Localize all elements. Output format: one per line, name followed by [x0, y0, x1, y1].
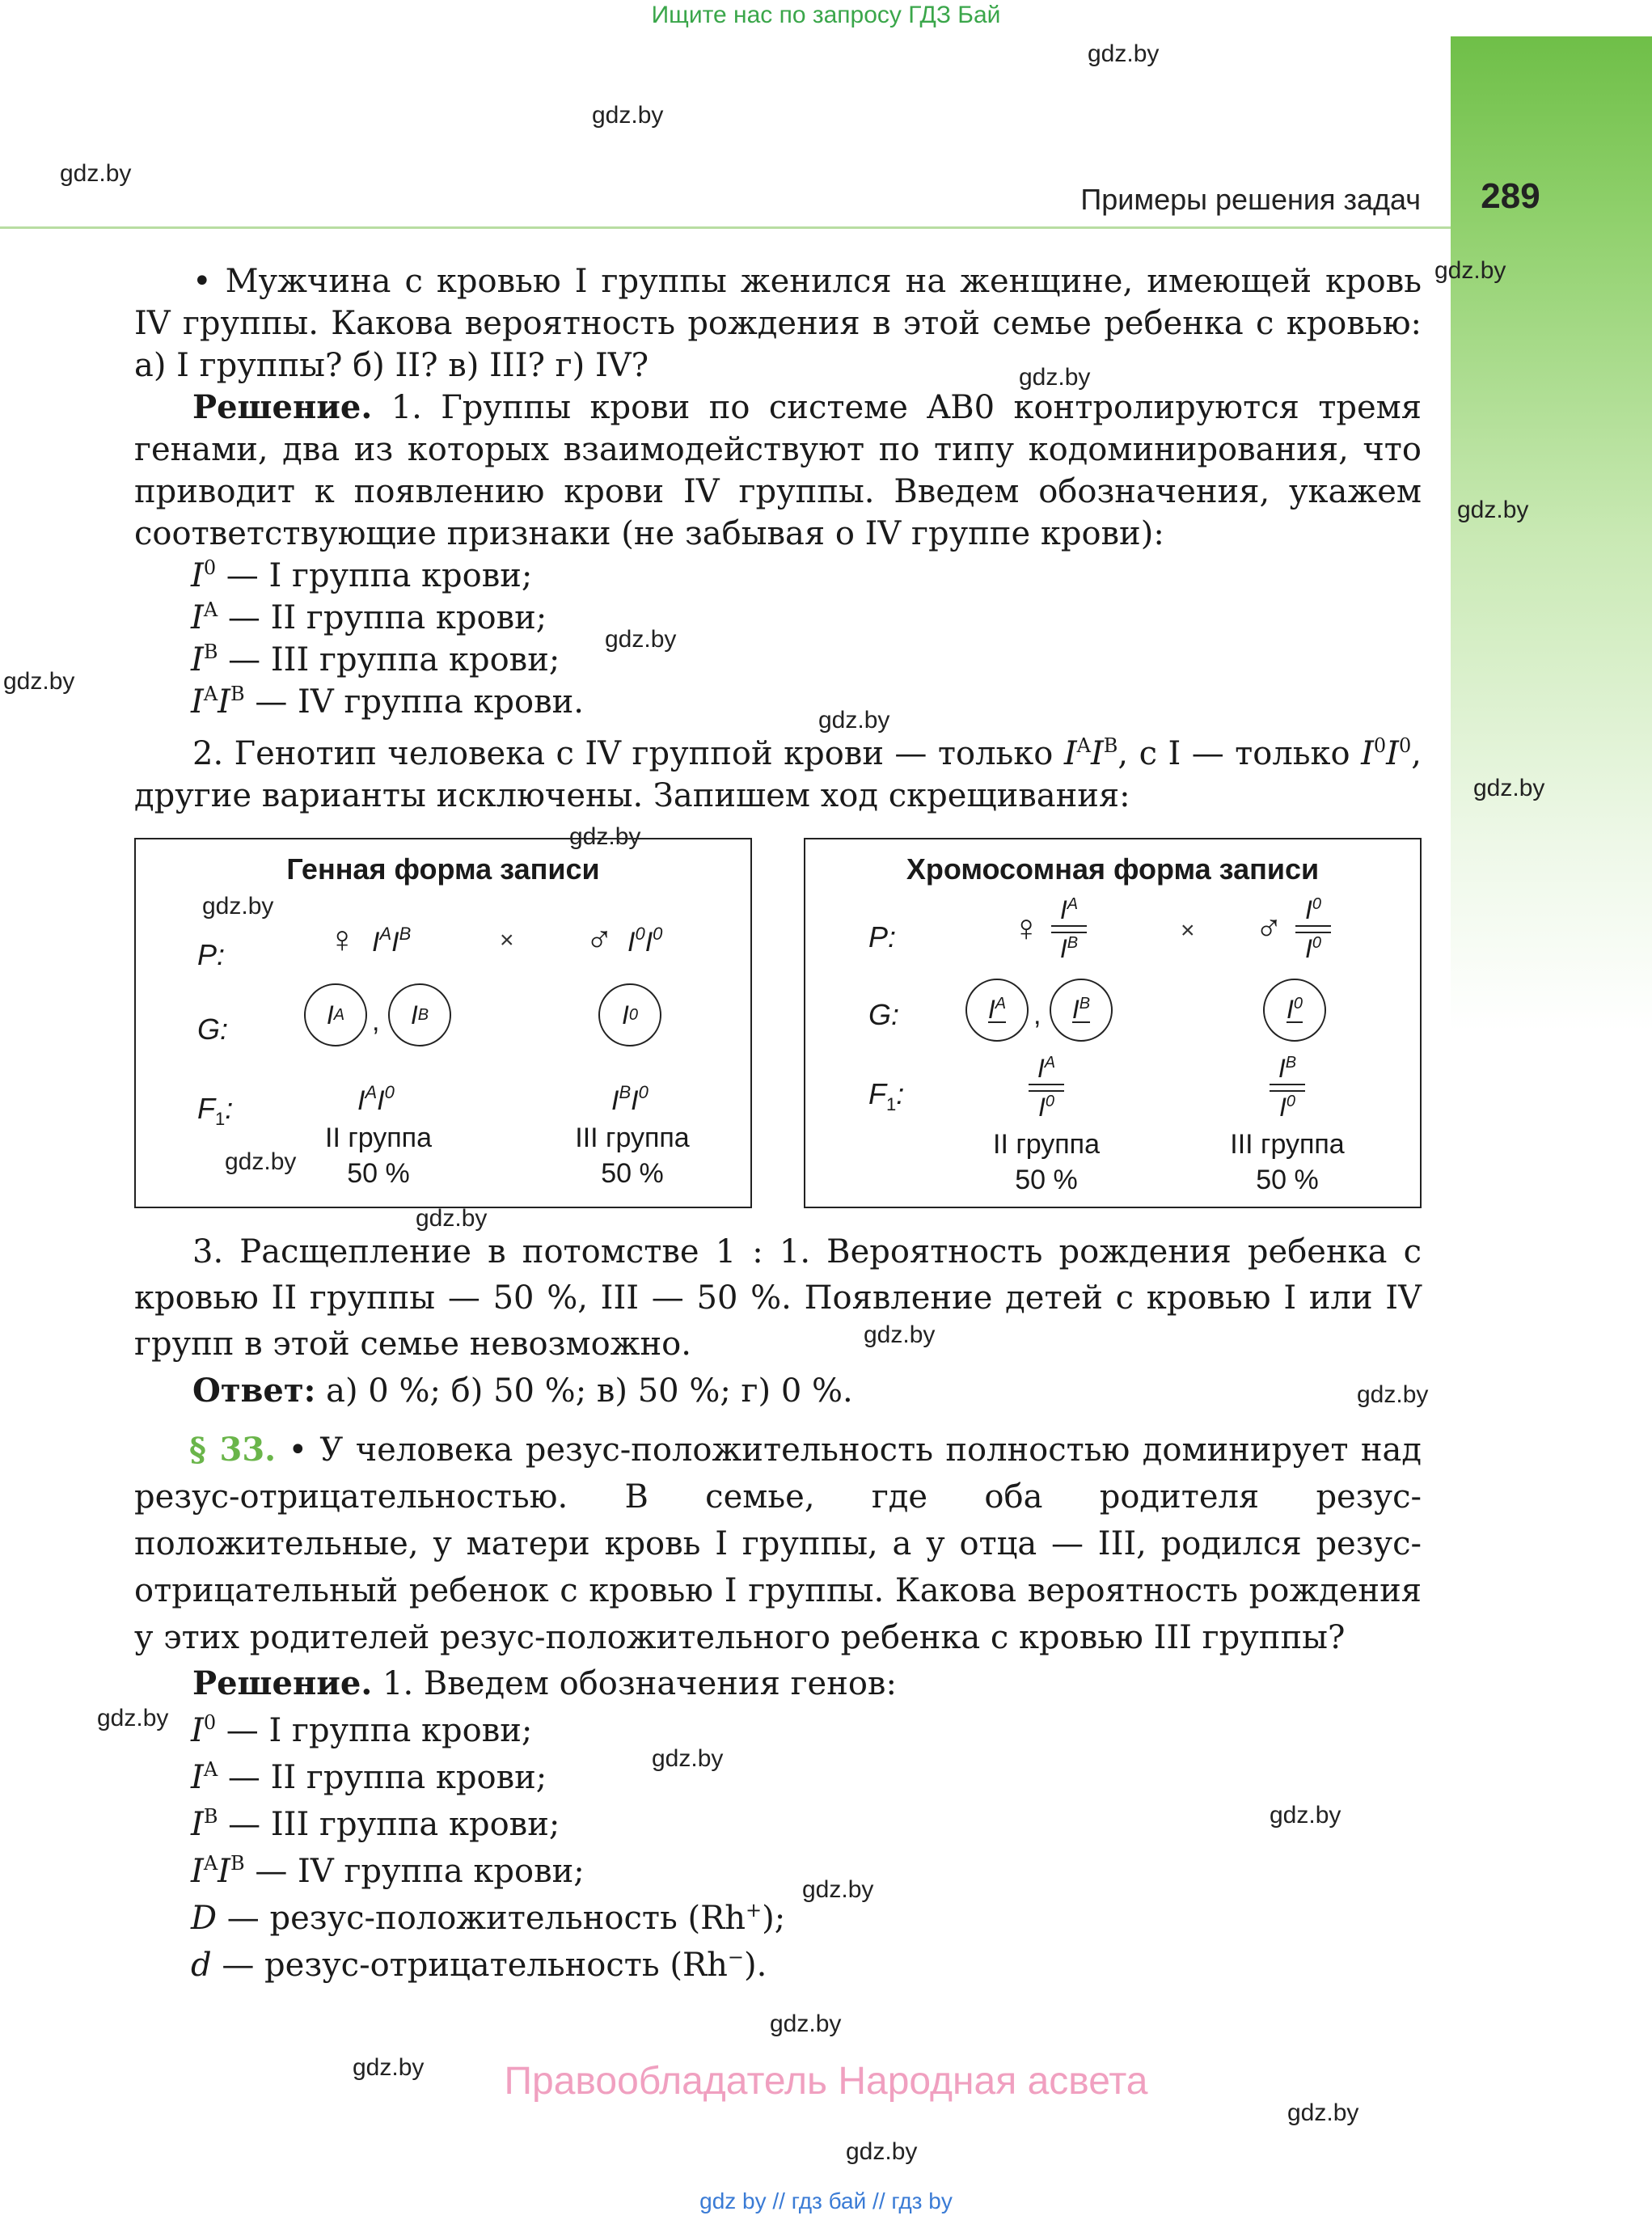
comma: , — [1033, 1000, 1041, 1030]
rh-positive-def: D — резус-положительность (Rh+); — [191, 1899, 786, 1937]
offspring-group-right: III группа — [575, 1123, 690, 1153]
female-chromosome-pair: $I^A$ $I^B$ — [1045, 896, 1093, 962]
gamete-ib-chromosome: $I^B$ — [1050, 979, 1113, 1042]
watermark: gdz.by — [605, 626, 677, 653]
solution-label: Решение. — [192, 1664, 373, 1702]
watermark: gdz.by — [818, 707, 890, 734]
comma: , — [372, 1006, 380, 1037]
chromosome-form-box — [804, 838, 1422, 1208]
gene-def-ib: $I^B$ — III группа крови; — [191, 641, 560, 679]
problem1-statement: • Мужчина с кровью I группы женился на женщине, имеющей кровь IV группы. Какова вероятность рождения в этой семье ребенка с кровью: а) I группы? б) II? в) III? г) IV? — [134, 263, 1422, 384]
problem1-step3: 3. Расщепление в потомстве 1 : 1. Вероятность рождения ребенка с кровью II группы — 50 %, III — 50 %. Появление детей с кровью I или IV групп в этой семье невозможно. — [134, 1233, 1422, 1363]
gamete-ia: I A — [304, 983, 367, 1046]
rh-negative-def: d — резус-отрицательность (Rh−). — [191, 1946, 767, 1984]
offspring-pct-left: 50 % — [347, 1158, 410, 1189]
page-number: 289 — [1481, 176, 1540, 216]
female-icon: ♀ — [1012, 907, 1041, 949]
offspring-ia-i0-chromosome: $I^A$ $I^0$ — [1022, 1055, 1071, 1121]
gene-def-i0: $I^0$ — I группа крови; — [191, 1711, 533, 1749]
watermark: gdz.by — [846, 2138, 918, 2165]
offspring-ib-i0-chromosome: $I^B$ $I^0$ — [1263, 1055, 1312, 1121]
gene-def-ib: $I^B$ — III группа крови; — [191, 1805, 560, 1843]
gamete-ia-chromosome: $I^A$ — [965, 979, 1029, 1042]
watermark: gdz.by — [1473, 775, 1545, 801]
watermark: gdz.by — [353, 2054, 425, 2081]
problem2-solution: Решение. 1. Введем обозначения генов: — [192, 1664, 897, 1702]
watermark: gdz.by — [864, 1321, 936, 1348]
watermark: gdz.by — [1287, 2099, 1359, 2126]
gamete-i0: I 0 — [598, 983, 661, 1046]
watermark: gdz.by — [60, 160, 132, 187]
footer-links[interactable]: gdz by // гдз бай // гдз by — [699, 2188, 953, 2213]
watermark: gdz.by — [416, 1205, 488, 1232]
offspring-pct-right: 50 % — [1256, 1165, 1319, 1195]
watermark: gdz.by — [652, 1745, 724, 1772]
problem1-solution — [134, 387, 1422, 555]
cross-symbol: × — [500, 927, 514, 953]
offspring-group-right: III группа — [1230, 1129, 1345, 1160]
row-label-g: G: — [868, 998, 900, 1031]
gamete-ib: I B — [388, 983, 451, 1046]
watermark: gdz.by — [1457, 497, 1529, 523]
problem2-statement: § 33. • У человека резус-положительность полностью доминирует над резус-отрицательностью. В семье, где оба родителя резус-положительные, у матери кровь I группы, а у отца — III, родился резус-отрицательный ребенок с кровью I группы. Какова вероятность рождения у этих родителей резус-положительного ребенка с кровью III группы? — [134, 1431, 1422, 1656]
watermark: gdz.by — [1088, 40, 1160, 67]
gene-def-ia: $I^A$ — II группа крови; — [191, 1758, 547, 1796]
gene-def-iaib: $I^AI^B$ — IV группа крови; — [191, 1852, 585, 1890]
offspring-pct-left: 50 % — [1015, 1165, 1078, 1195]
watermark: gdz.by — [3, 668, 75, 695]
female-icon: ♀ — [328, 918, 357, 960]
problem1-answer — [134, 1370, 1422, 1412]
gene-def-ia: $I^A$ — II группа крови; — [191, 598, 547, 636]
watermark: gdz.by — [202, 893, 274, 920]
male-icon: ♂ — [1255, 907, 1283, 949]
watermark: gdz.by — [770, 2010, 842, 2037]
watermark: gdz.by — [1434, 257, 1506, 284]
male-icon: ♂ — [585, 918, 614, 960]
watermark: gdz.by — [225, 1148, 297, 1175]
problem1-step2: 2. Генотип человека с IV группой крови — только $I^AI^B$, с I — только $I^0I^0$, другие варианты исключены. Запишем ход скрещивания: — [134, 734, 1422, 814]
row-label-p: P: — [868, 920, 897, 953]
watermark: gdz.by — [569, 823, 641, 850]
row-label-g: G: — [197, 1013, 229, 1046]
running-head: Примеры решения задач — [1080, 183, 1421, 216]
watermark: gdz.by — [97, 1705, 169, 1731]
solution-label: Решение. — [192, 388, 373, 426]
section-number: § 33. — [189, 1431, 277, 1469]
offspring-ia-i0: $I^AI^0$ — [357, 1082, 395, 1116]
female-genotype: $I^AI^B$ — [372, 924, 412, 958]
answer-label: Ответ: — [192, 1372, 316, 1410]
watermark: gdz.by — [1270, 1802, 1341, 1829]
watermark: gdz.by — [1019, 364, 1091, 391]
row-label-p: P: — [197, 938, 226, 971]
header-rule — [0, 226, 1451, 229]
gene-def-iaib: $I^AI^B$ — IV группа крови. — [191, 683, 585, 721]
male-genotype: $I^0I^0$ — [627, 924, 663, 958]
solution-text: 1. Группы крови по системе AB0 контролируются тремя генами, два из которых взаимодействуют по типу кодоминирования, что приводит к появлению крови IV группы. Введем обозначения, укажем соответствующие признаки (не забывая о IV группе крови): — [134, 389, 1422, 552]
offspring-pct-right: 50 % — [601, 1158, 664, 1189]
chrom-box-title: Хромосомная форма записи — [906, 852, 1320, 886]
gamete-i0-chromosome: $I^0$ — [1263, 979, 1326, 1042]
offspring-group-left: II группа — [993, 1129, 1100, 1160]
row-label-f1: $F_1$: — [197, 1092, 234, 1130]
search-banner: Ищите нас по запросу ГДЗ Бай — [651, 2, 1001, 28]
cross-symbol: × — [1181, 917, 1195, 944]
copyright-holder: Правообладатель Народная асвета — [504, 2060, 1148, 2103]
row-label-f1: $F_1$: — [868, 1077, 905, 1115]
male-chromosome-pair: $I^0$ $I^0$ — [1289, 896, 1337, 962]
watermark: gdz.by — [1357, 1381, 1429, 1408]
answer-text: а) 0 %; б) 50 %; в) 50 %; г) 0 %. — [315, 1372, 853, 1410]
offspring-ib-i0: $I^BI^0$ — [611, 1082, 649, 1116]
watermark: gdz.by — [592, 102, 664, 129]
offspring-group-left: II группа — [325, 1123, 432, 1153]
gene-def-i0: $I^0$ — I группа крови; — [191, 556, 533, 594]
watermark: gdz.by — [802, 1876, 874, 1903]
gene-box-title: Генная форма записи — [286, 852, 600, 886]
